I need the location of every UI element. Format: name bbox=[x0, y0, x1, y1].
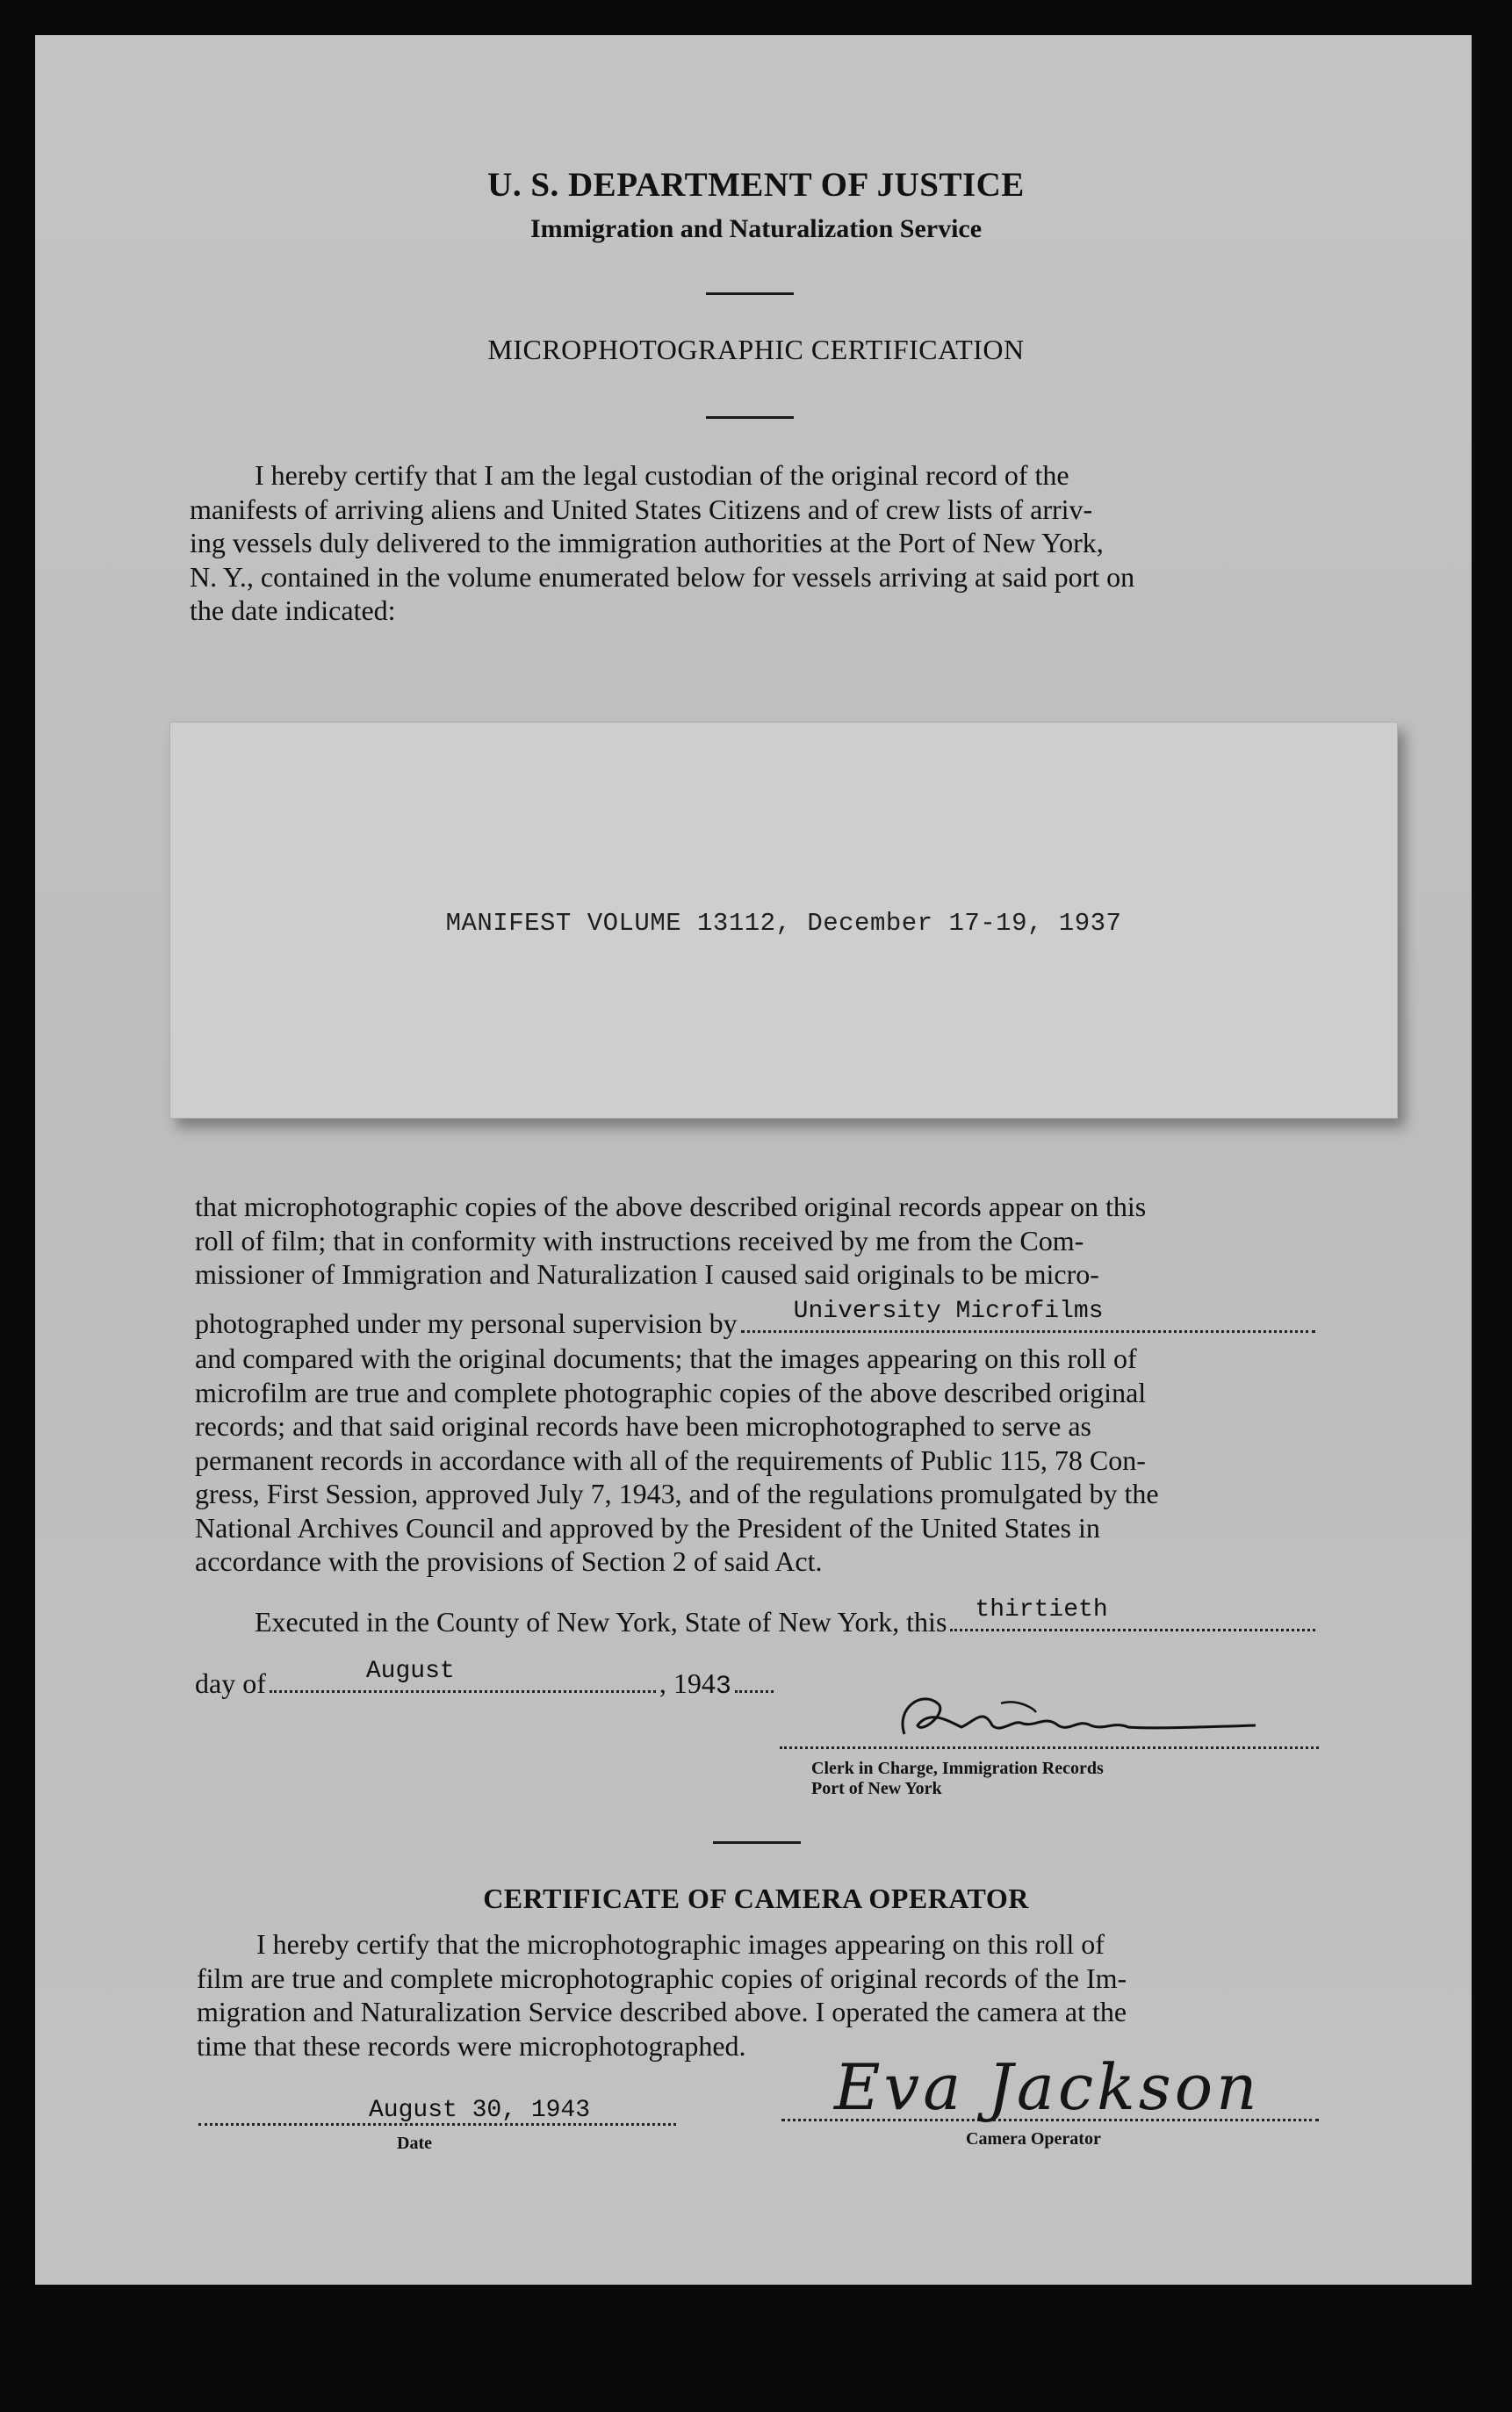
photographed-prefix: photographed under my personal supervision by bbox=[195, 1307, 738, 1339]
body-line: that microphotographic copies of the above described original records appear on this bbox=[195, 1191, 1147, 1222]
year-dots bbox=[735, 1690, 774, 1693]
manifest-volume-text: MANIFEST VOLUME 13112, December 17-19, 1937 bbox=[445, 909, 1122, 938]
body-paragraph-continued bbox=[195, 1342, 1319, 1579]
intro-paragraph bbox=[190, 458, 1314, 628]
clerk-title-line-2: Port of New York bbox=[811, 1779, 942, 1798]
body-line: and compared with the original documents; that the images appearing on this roll of bbox=[195, 1343, 1137, 1374]
camera-paragraph bbox=[197, 1927, 1319, 2063]
intro-line: I hereby certify that I am the legal custodian of the original record of the bbox=[255, 459, 1069, 491]
day-of-line bbox=[195, 1657, 792, 1704]
executed-day-value: thirtieth bbox=[975, 1595, 1108, 1624]
camera-operator-heading: CERTIFICATE OF CAMERA OPERATOR bbox=[483, 1883, 1029, 1914]
body-paragraph bbox=[195, 1190, 1319, 1292]
month-value: August bbox=[365, 1657, 455, 1685]
manifest-inset-card bbox=[169, 722, 1398, 1119]
intro-line: the date indicated: bbox=[190, 594, 396, 626]
intro-line: N. Y., contained in the volume enumerated below for vessels arriving at said port on bbox=[190, 560, 1135, 593]
date-label: Date bbox=[397, 2134, 432, 2153]
header-divider-1 bbox=[706, 292, 794, 295]
camera-operator-label: Camera Operator bbox=[966, 2129, 1101, 2149]
body-line: accordance with the provisions of Section 2 of said Act. bbox=[195, 1545, 823, 1577]
year-prefix: , 194 bbox=[659, 1667, 716, 1699]
month-field bbox=[270, 1657, 656, 1693]
body-line: roll of film; that in conformity with instructions received by me from the Com- bbox=[195, 1224, 1084, 1256]
body-line: missioner of Immigration and Naturalization I caused said originals to be micro- bbox=[195, 1258, 1099, 1290]
clerk-title bbox=[811, 1759, 1104, 1799]
service-subheading: Immigration and Naturalization Service bbox=[529, 214, 983, 243]
camera-line: film are true and complete microphotographic copies of original records of the Im- bbox=[197, 1962, 1127, 1994]
day-of-prefix: day of bbox=[195, 1667, 266, 1699]
certification-title: MICROPHOTOGRAPHIC CERTIFICATION bbox=[487, 334, 1025, 365]
clerk-signature-line bbox=[780, 1746, 1319, 1749]
body-line: gress, First Session, approved July 7, 1943, and of the regulations promulgated by the bbox=[195, 1478, 1159, 1509]
camera-line: I hereby certify that the microphotographic images appearing on this roll of bbox=[256, 1928, 1105, 1960]
body-line: permanent records in accordance with all of the requirements of Public 115, 78 Con- bbox=[195, 1444, 1146, 1476]
intro-line: ing vessels duly delivered to the immigration authorities at the Port of New York, bbox=[190, 527, 1104, 558]
camera-line: migration and Naturalization Service described above. I operated the camera at the bbox=[197, 1996, 1127, 2027]
clerk-title-line-1: Clerk in Charge, Immigration Records bbox=[811, 1759, 1104, 1778]
executed-prefix: Executed in the County of New York, State of New York, this bbox=[255, 1606, 947, 1638]
body-line: records; and that said original records have been microphotographed to serve as bbox=[195, 1410, 1091, 1442]
photographed-by-value: University Microfilms bbox=[793, 1297, 1104, 1325]
clerk-signature bbox=[869, 1673, 1282, 1752]
year-digit: 3 bbox=[715, 1672, 731, 1702]
operator-signature: Eva Jackson bbox=[834, 2050, 1261, 2124]
camera-line: time that these records were microphotographed. bbox=[197, 2029, 746, 2062]
photographed-by-line bbox=[195, 1297, 1319, 1341]
section-divider bbox=[713, 1841, 801, 1844]
body-line: National Archives Council and approved by the President of the United States in bbox=[195, 1511, 1100, 1544]
intro-line: manifests of arriving aliens and United States Citizens and of crew lists of arriv- bbox=[190, 493, 1093, 525]
body-line: microfilm are true and complete photographic copies of the above described original bbox=[195, 1376, 1147, 1408]
operator-date-value: August 30, 1943 bbox=[369, 2097, 591, 2124]
executed-day-field bbox=[950, 1595, 1315, 1631]
executed-line bbox=[255, 1595, 1319, 1639]
photographed-by-field bbox=[741, 1297, 1315, 1333]
department-heading: U. S. DEPARTMENT OF JUSTICE bbox=[487, 166, 1025, 204]
header-divider-2 bbox=[706, 416, 794, 419]
